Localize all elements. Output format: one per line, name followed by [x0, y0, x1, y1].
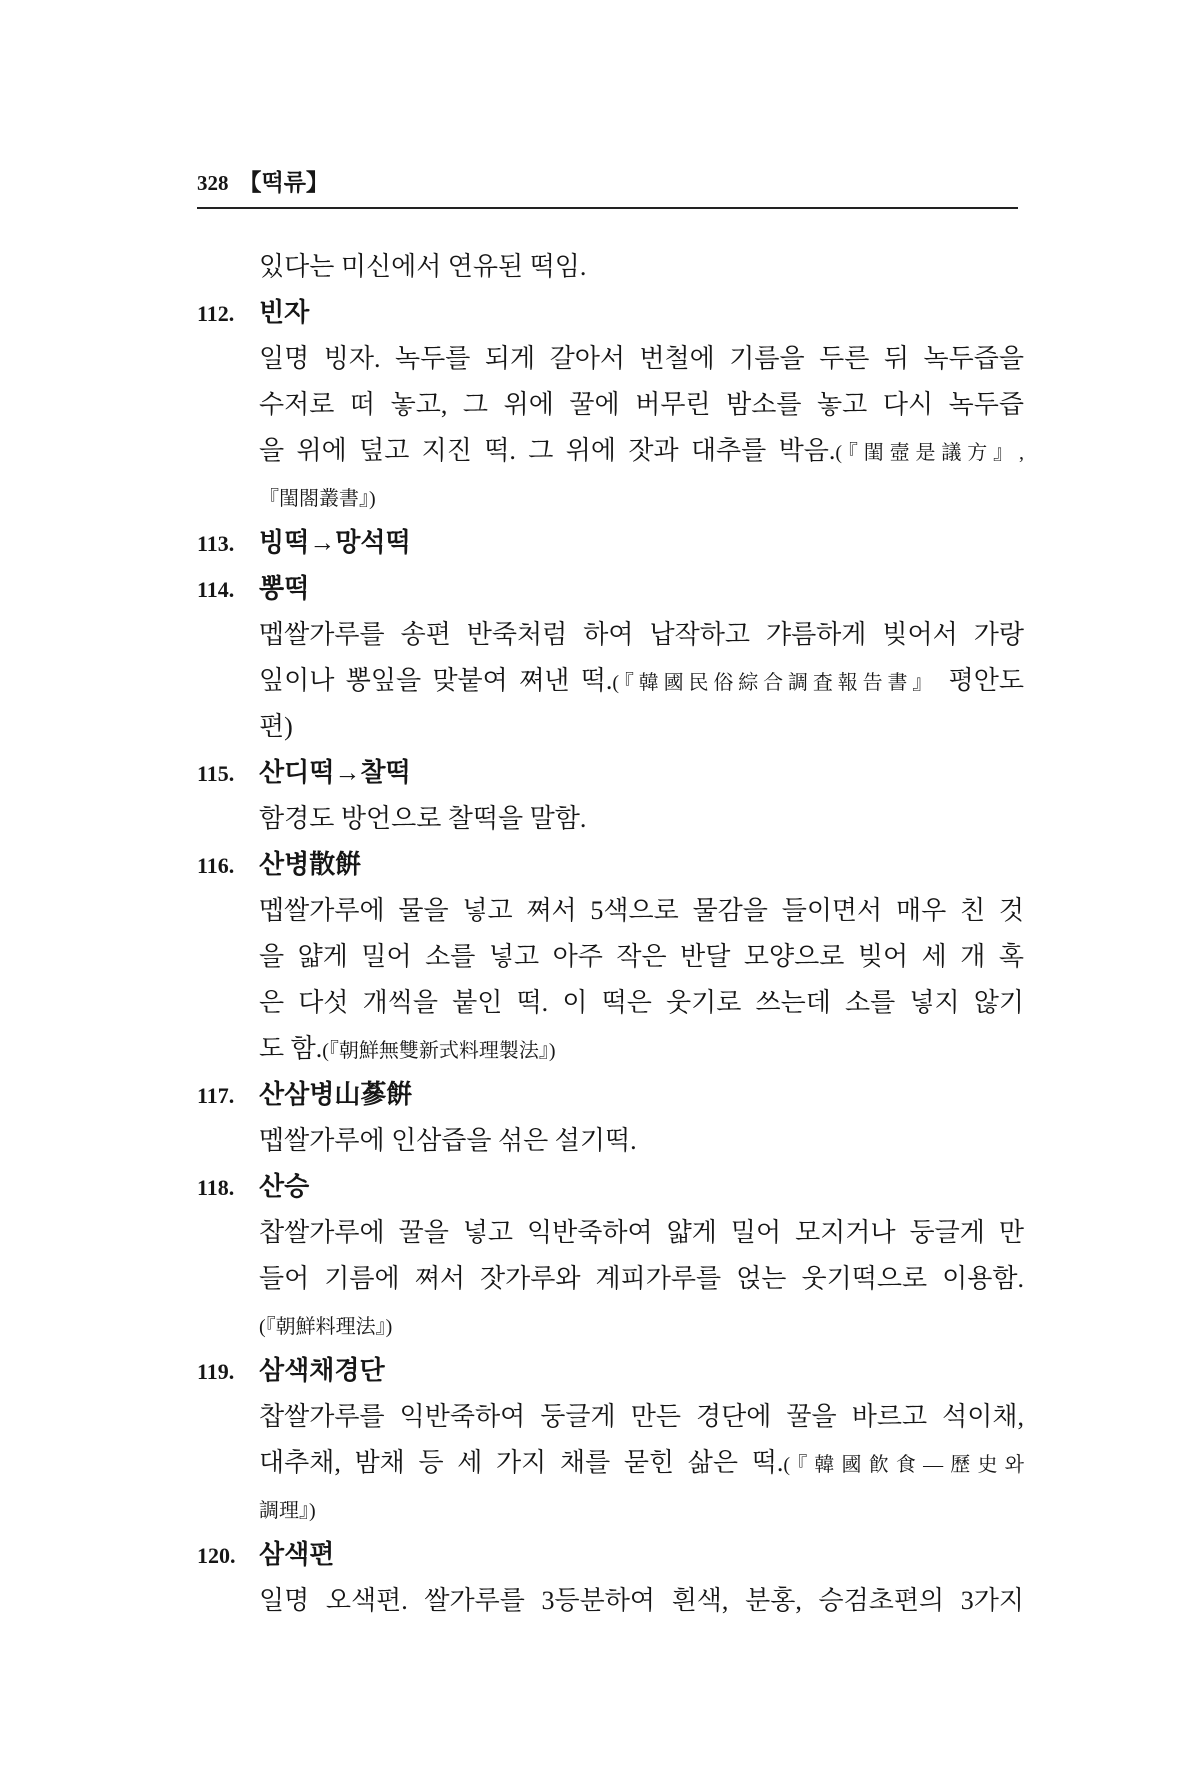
entry [0, 750, 1193, 842]
body-line [259, 1118, 1024, 1164]
line-text: 멥쌀가루를 송편 반죽처럼 하여 납작하고 갸름하게 빚어서 가랑 [259, 620, 1024, 649]
entry-heading [197, 520, 1024, 566]
entry-heading [197, 842, 1024, 888]
line-text: 함경도 방언으로 찰떡을 말함. [259, 804, 587, 833]
body-line [259, 1026, 1024, 1072]
citation: 『閨閤叢書』) [259, 488, 376, 510]
body-line [259, 612, 1024, 658]
line-text: 도 함. [259, 1034, 323, 1063]
body-line [259, 1486, 1024, 1532]
entry-number: 116. [197, 853, 235, 878]
section-title: 【떡류】 [238, 170, 329, 195]
entry-heading [197, 1348, 1024, 1394]
entry-heading [197, 1072, 1024, 1118]
entry [0, 1532, 1193, 1624]
entry [0, 520, 1193, 566]
entry [0, 1164, 1193, 1348]
entry [0, 1348, 1193, 1532]
line-text: 대추채, 밤채 등 세 가지 채를 묻힌 삶은 떡. [259, 1448, 784, 1477]
line-text: 평안도 [948, 666, 1024, 695]
citation: (『朝鮮無雙新式料理製法』) [322, 1040, 556, 1062]
body-line [259, 474, 1024, 520]
citation: 調理』) [259, 1500, 316, 1522]
body-line [259, 428, 1024, 474]
entry-number: 115. [197, 761, 235, 786]
page-header [197, 170, 329, 199]
entry-title: 삼색채경단 [259, 1356, 385, 1385]
entry-heading [197, 290, 1024, 336]
line-text: 멥쌀가루에 인삼즙을 섞은 설기떡. [259, 1126, 637, 1155]
body-line [259, 1394, 1024, 1440]
continuation-paragraph [0, 244, 1193, 290]
entry-title: 삼색편 [259, 1540, 335, 1569]
entry-number: 114. [197, 577, 235, 602]
entry [0, 290, 1193, 520]
body-line [259, 796, 1024, 842]
citation: (『閨壼是議方』, [835, 442, 1024, 464]
entry-heading [197, 1164, 1024, 1210]
line-text: 은 다섯 개씩을 붙인 떡. 이 떡은 웃기로 쓰는데 소를 넣지 않기 [259, 988, 1024, 1017]
line-text: 있다는 미신에서 연유된 떡임. [259, 252, 587, 281]
line-text: 찹쌀가루에 꿀을 넣고 익반죽하여 얇게 밀어 모지거나 둥글게 만 [259, 1218, 1024, 1247]
entry [0, 1072, 1193, 1164]
body-line [259, 1302, 1024, 1348]
line-text: 수저로 떠 놓고, 그 위에 꿀에 버무린 밤소를 놓고 다시 녹두즙 [259, 390, 1024, 419]
entry [0, 566, 1193, 750]
entry-heading [197, 566, 1024, 612]
line-text: 일명 빙자. 녹두를 되게 갈아서 번철에 기름을 두른 뒤 녹두즙을 [259, 344, 1024, 373]
entry-number: 117. [197, 1083, 235, 1108]
line-text: 을 얇게 밀어 소를 넣고 아주 작은 반달 모양으로 빚어 세 개 혹 [259, 942, 1024, 971]
line-text: 멥쌀가루에 물을 넣고 쪄서 5색으로 물감을 들이면서 매우 친 것 [259, 896, 1024, 925]
entry-heading [197, 750, 1024, 796]
body-line [259, 658, 1024, 704]
line-text: 잎이나 뽕잎을 맞붙여 쪄낸 떡. [259, 666, 613, 695]
entry-title: 빙떡→망석떡 [259, 528, 411, 557]
page-body [0, 244, 1193, 1624]
body-line [259, 382, 1024, 428]
line-text: 일명 오색편. 쌀가루를 3등분하여 흰색, 분홍, 승검초편의 3가지 [259, 1586, 1024, 1615]
body-line [259, 704, 1024, 750]
body-line [259, 244, 1024, 290]
entry-title: 뽕떡 [259, 574, 310, 603]
entry-number: 112. [197, 301, 235, 326]
citation: (『朝鮮料理法』) [259, 1316, 393, 1338]
entry-title: 산삼병山蔘餠 [259, 1080, 413, 1109]
entry-number: 118. [197, 1175, 235, 1200]
body-line [259, 1210, 1024, 1256]
citation: (『韓國飮食—歷史와 [783, 1454, 1024, 1476]
entry [0, 842, 1193, 1072]
header-rule [197, 207, 1018, 209]
body-line [259, 336, 1024, 382]
body-line [259, 1256, 1024, 1302]
entry-heading [197, 1532, 1024, 1578]
entry-title: 빈자 [259, 298, 310, 327]
citation: (『韓國民俗綜合調査報告書』 [612, 672, 938, 694]
line-text: 들어 기름에 쪄서 잣가루와 계피가루를 얹는 웃기떡으로 이용함. [259, 1264, 1024, 1293]
entry-title: 산병散餠 [259, 850, 362, 879]
line-text: 찹쌀가루를 익반죽하여 둥글게 만든 경단에 꿀을 바르고 석이채, [259, 1402, 1024, 1431]
body-line [259, 980, 1024, 1026]
body-line [259, 1440, 1024, 1486]
body-line [259, 1578, 1024, 1624]
body-line [259, 888, 1024, 934]
page-number: 328 [197, 171, 229, 195]
body-line [259, 934, 1024, 980]
entry-title: 산승 [259, 1172, 310, 1201]
entry-title: 산디떡→찰떡 [259, 758, 411, 787]
line-text: 을 위에 덮고 지진 떡. 그 위에 잣과 대추를 박음. [259, 436, 836, 465]
entry-number: 113. [197, 531, 235, 556]
line-text: 편) [259, 712, 293, 741]
entry-number: 120. [197, 1543, 236, 1568]
entry-number: 119. [197, 1359, 235, 1384]
